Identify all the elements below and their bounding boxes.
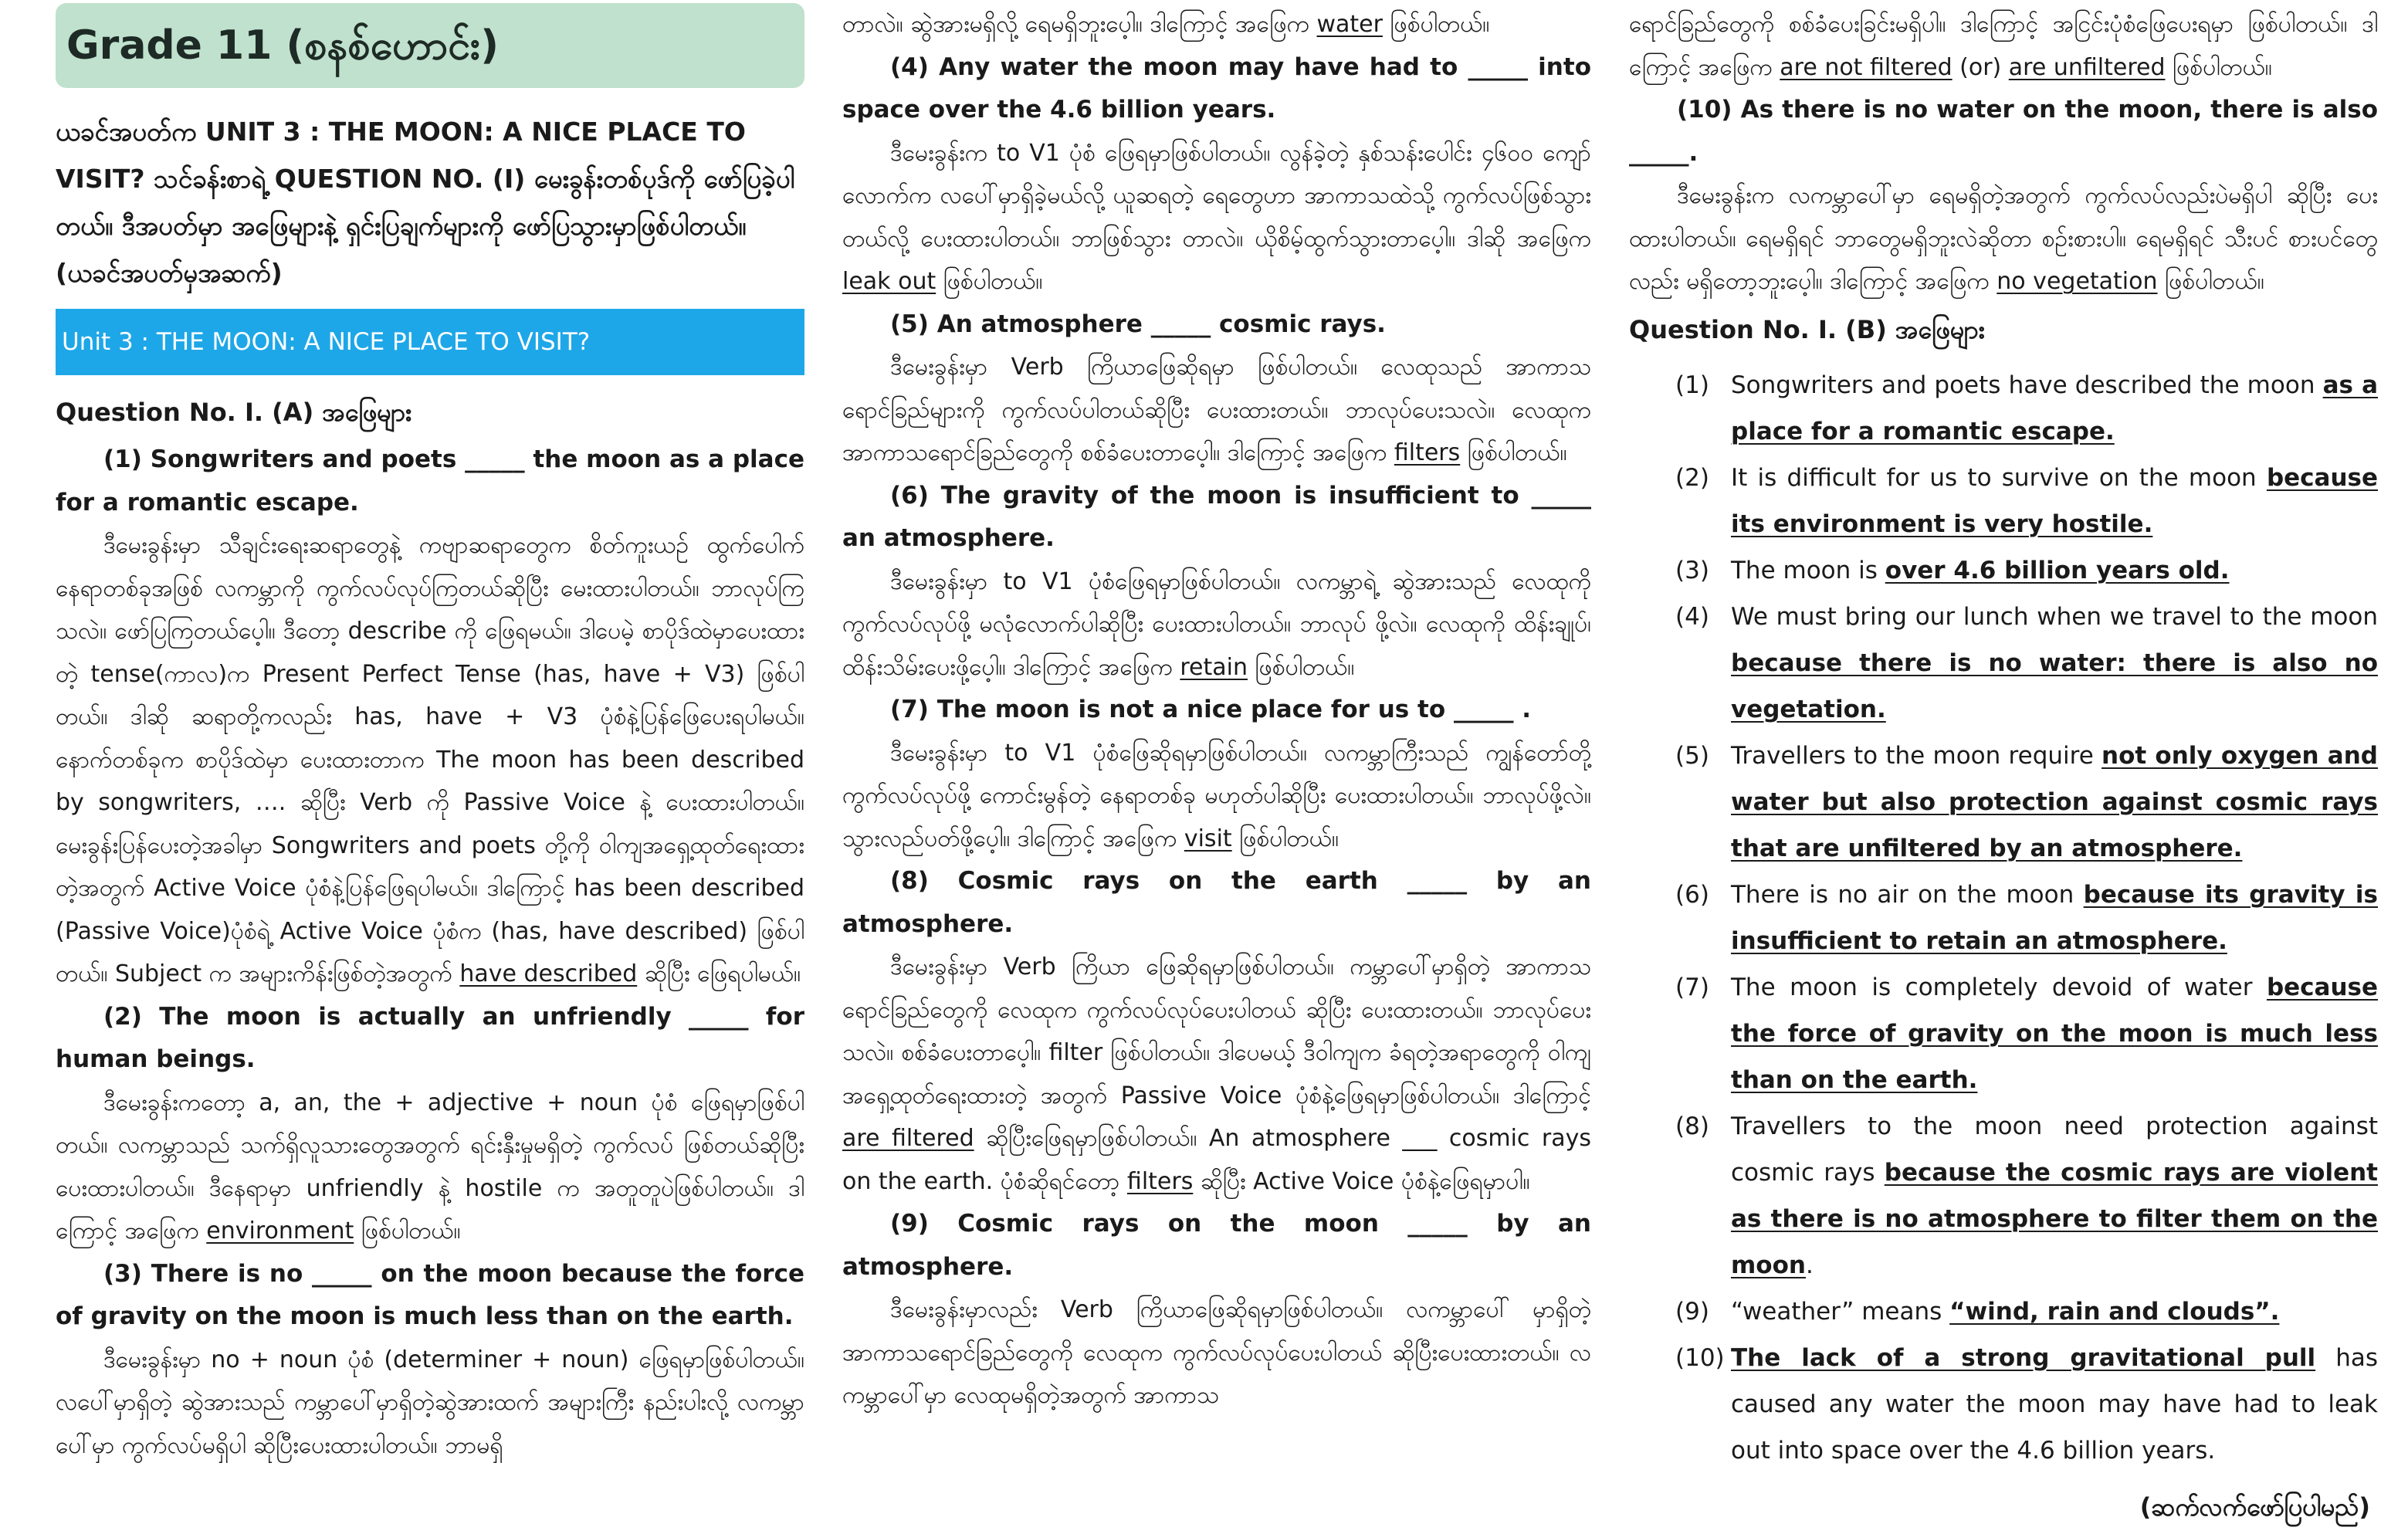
- section-b-item: [1629, 1335, 2378, 1474]
- explanation-8: [842, 946, 1591, 1203]
- answer-5: filters: [1394, 439, 1461, 466]
- section-b-item-text: [1731, 1335, 2378, 1474]
- question-10: (10) As there is no water on the moon, there is also _____.: [1629, 96, 2378, 167]
- section-b-item-number: (7): [1675, 973, 1709, 1001]
- explanation-9-cont-text: ရောင်ခြည်တွေကို စစ်ခံပေးခြင်းမရှိပါ။ ဒါကြောင့် အငြင်းပုံစံဖြေပေးရမှာ ဖြစ်ပါတယ်။ ဒါကြောင့် အဖြေက: [1629, 11, 2378, 81]
- explanation-3: ဒီမေးခွန်းမှာ no + noun ပုံစံ (determiner + noun) ဖြေရမှာဖြစ်ပါတယ်။ လပေါ်မှာရှိတဲ့ ဆွဲအားသည် ကမ္ဘာပေါ်မှာရှိတဲ့ဆွဲအားထက် အများကြီး နည်းပါးလို့ လကမ္ဘာပေါ်မှာ ကွက်လပ်မရှိပါ ဆိုပြီးပေးထားပါတယ်။ ဘာမရှိ: [56, 1346, 804, 1459]
- section-b-item-number: (10): [1675, 1343, 1725, 1372]
- answer-8: are filtered: [842, 1125, 974, 1152]
- section-b-item: [1629, 547, 2378, 594]
- section-b-item: [1629, 455, 2378, 547]
- section-b-item: [1629, 1103, 2378, 1288]
- column-3: [1629, 3, 2378, 1522]
- section-b-item-text: [1731, 362, 2378, 455]
- section-b-item-answer: because the cosmic rays are violent as there is no atmosphere to filter them on the moon: [1731, 1158, 2378, 1279]
- question-8: (8) Cosmic rays on the earth _____ by an atmosphere.: [842, 867, 1591, 938]
- section-b-item-answer: because its environment is very hostile.: [1731, 463, 2378, 538]
- section-b-item-lead: There is no air on the moon: [1731, 880, 2084, 909]
- section-a-title: Question No. I. (A) အဖြေများ: [56, 398, 411, 427]
- explanation-5: [842, 346, 1591, 475]
- explanation-4-text: ဒီမေးခွန်းက to V1 ပုံစံ ဖြေရမှာဖြစ်ပါတယ်။ လွန်ခဲ့တဲ့ နှစ်သန်းပေါင်း ၄၆၀၀ ကျော်လောက်က လပေါ်မှာရှိခဲ့မယ်လို့ ယူဆရတဲ့ ရေတွေဟာ အာကာသထဲသို့ ကွက်လပ်ဖြစ်သွားတယ်လို့ ပေးထားပါတယ်။ ဘာဖြစ်သွား တာလဲ။ ယိုစိမ့်ထွက်သွားတာပေ့ါ။ ဒါဆို အဖြေက: [842, 139, 1591, 252]
- explanation-1-end: ဆိုပြီး ဖြေရပါမယ်။: [637, 960, 801, 987]
- section-b-item: [1629, 872, 2378, 964]
- section-b-item-text: [1731, 455, 2378, 547]
- question-7: (7) The moon is not a nice place for us to _____ .: [890, 696, 1532, 723]
- section-b-item-lead: “weather” means: [1731, 1297, 1950, 1326]
- explanation-4: [842, 132, 1591, 303]
- explanation-3-end: ဖြစ်ပါတယ်။: [1382, 11, 1490, 38]
- section-b-item: [1629, 594, 2378, 733]
- answer-7: visit: [1184, 825, 1232, 852]
- continued-note: (ဆက်လက်ဖော်ပြပါမည်): [2139, 1492, 2370, 1522]
- section-b-item-lead: Travellers to the moon need protection against cosmic rays: [1731, 1112, 2378, 1187]
- explanation-1: [56, 524, 804, 996]
- section-b-item-lead: It is difficult for us to survive on the moon: [1731, 463, 2267, 492]
- section-b-item-text: [1731, 547, 2378, 594]
- explanation-5-text: ဒီမေးခွန်းမှာ Verb ကြိယာဖြေဆိုရမှာ ဖြစ်ပါတယ်။ လေထုသည် အာကာသရောင်ခြည်များကို ကွက်လပ်ပါတယ်ဆိုပြီး ပေးထားတယ်။ ဘာလုပ်ပေးသလဲ။ လေထုက အာကာသရောင်ခြည်တွေကို စစ်ခံပေးတာပေ့ါ။ ဒါကြောင့် အဖြေက: [842, 354, 1591, 466]
- answer-2: environment: [206, 1217, 354, 1244]
- section-b-item-text: [1731, 1288, 2378, 1335]
- explanation-9: ဒီမေးခွန်းမှာလည်း Verb ကြိယာဖြေဆိုရမှာဖြစ်ပါတယ်။ လကမ္ဘာပေါ် မှာရှိတဲ့ အာကာသရောင်ခြည်တွေကို လေထုက ကွက်လပ်လုပ်ပေးပါတယ် ဆိုပြီးပေးထားတယ်။ လကမ္ဘာပေါ်မှာ လေထုမရှိတဲ့အတွက် အာကာသ: [842, 1296, 1591, 1409]
- question-4: (4) Any water the moon may have had to _____ into space over the 4.6 billion years.: [842, 52, 1591, 124]
- explanation-10: [1629, 174, 2378, 303]
- section-b-answer-list: [1629, 362, 2378, 1474]
- explanation-2: [56, 1082, 804, 1253]
- section-b-item-number: (4): [1675, 602, 1709, 631]
- answer-10: no vegetation: [1997, 268, 2158, 295]
- explanation-5-end: ဖြစ်ပါတယ်။: [1460, 439, 1567, 466]
- explanation-9-continued: [1629, 3, 2378, 89]
- section-b-item-text: [1731, 1103, 2378, 1288]
- section-b-item: [1629, 733, 2378, 872]
- explanation-7-text: ဒီမေးခွန်းမှာ to V1 ပုံစံဖြေဆိုရမှာဖြစ်ပါတယ်။ လကမ္ဘာကြီးသည် ကျွန်တော်တို့ ကွက်လပ်လုပ်ဖို့ ကောင်းမွန်တဲ့ နေရာတစ်ခု မဟုတ်ပါဆိုပြီး ပေးထားပါတယ်။ ဘာလုပ်ဖို့လဲ။ သွားလည်ပတ်ဖို့ပေ့ါ။ ဒါကြောင့် အဖြေက: [842, 739, 1591, 852]
- section-b-item: [1629, 1288, 2378, 1335]
- explanation-8-text: ဒီမေးခွန်းမှာ Verb ကြိယာ ဖြေဆိုရမှာဖြစ်ပါတယ်။ ကမ္ဘာပေါ်မှာရှိတဲ့ အာကာသရောင်ခြည်တွေကို လေထုက ကွက်လပ်လုပ်ပေးပါတယ် ဆိုပြီး ပေးထားတယ်။ ဘာလုပ်ပေးသလဲ။ စစ်ခံပေးတာပေ့ါ။ filter ဖြစ်ပါတယ်။ ဒါပေမယ့် ဒီဝါကျက ခံရတဲ့အရာတွေကို ဝါကျအရှေ့ထုတ်ရေးထားတဲ့ အတွက် Passive Voice ပုံစံနဲ့ဖြေရမှာဖြစ်ပါတယ်။ ဒါကြောင့်: [842, 953, 1591, 1109]
- explanation-8-end: ဆိုပြီး Active Voice ပုံစံနဲ့ဖြေရမှာပါ။: [1193, 1167, 1530, 1195]
- question-6: (6) The gravity of the moon is insufficient to _____ an atmosphere.: [842, 481, 1591, 552]
- explanation-2-end: ဖြစ်ပါတယ်။: [354, 1217, 461, 1244]
- answer-6: retain: [1180, 653, 1248, 681]
- explanation-8-mid: ဆိုပြီးဖြေရမှာဖြစ်ပါတယ်။ An atmosphere ___ cosmic rays on the earth. ပုံစံဆိုရင်တော့: [842, 1125, 1591, 1195]
- answer-1: have described: [459, 960, 638, 987]
- explanation-6-end: ဖြစ်ပါတယ်။: [1248, 653, 1355, 681]
- intro-paragraph: ယခင်အပတ်က UNIT 3 : THE MOON: A NICE PLACE TO VISIT? သင်ခန်းစာရဲ့ QUESTION NO. (I) မေးခွန်းတစ်ပုဒ်ကို ဖော်ပြခဲ့ပါတယ်။ ဒီအပတ်မှာ အဖြေများနဲ့ ရှင်းပြချက်များကို ဖော်ပြသွားမှာဖြစ်ပါတယ်။ (ယခင်အပတ်မှအဆက်): [56, 117, 795, 288]
- section-b-item-number: (9): [1675, 1297, 1709, 1326]
- section-b-item-lead: Songwriters and poets have described the moon: [1731, 371, 2323, 399]
- answer-3: water: [1316, 11, 1383, 38]
- section-b-item-number: (3): [1675, 556, 1709, 584]
- section-b-item-lead: We must bring our lunch when we travel to the moon: [1731, 602, 2378, 631]
- section-b-item-tail: has caused any water the moon may have had to leak out into space over the 4.6 billion years.: [1731, 1343, 2378, 1465]
- question-5: (5) An atmosphere _____ cosmic rays.: [890, 310, 1386, 338]
- answer-9-or: (or): [1952, 53, 2009, 81]
- unit-title-bar: Unit 3 : THE MOON: A NICE PLACE TO VISIT?: [56, 309, 804, 375]
- section-b-item-lead: Travellers to the moon require: [1731, 741, 2102, 770]
- answer-9-alt: are unfiltered: [2008, 53, 2166, 81]
- question-3: (3) There is no _____ on the moon because the force of gravity on the moon is much less than on the earth.: [56, 1259, 804, 1330]
- section-b-item-tail: .: [1805, 1251, 1814, 1279]
- section-b-item-text: [1731, 872, 2378, 964]
- section-b-item-answer: over 4.6 billion years old.: [1885, 556, 2230, 584]
- section-b-item-answer: not only oxygen and water but also protection against cosmic rays that are unfiltered by an atmosphere.: [1731, 741, 2378, 862]
- section-b-item-answer: because its gravity is insufficient to retain an atmosphere.: [1731, 880, 2378, 955]
- section-b-item-text: [1731, 964, 2378, 1103]
- answer-4: leak out: [842, 268, 936, 295]
- explanation-7-end: ဖြစ်ပါတယ်။: [1231, 825, 1339, 852]
- question-9: (9) Cosmic rays on the moon _____ by an atmosphere.: [842, 1210, 1591, 1281]
- section-b-item-answer: as a place for a romantic escape.: [1731, 371, 2378, 445]
- explanation-4-end: ဖြစ်ပါတယ်။: [936, 268, 1043, 295]
- section-b-item-text: [1731, 733, 2378, 872]
- explanation-6-text: ဒီမေးခွန်းမှာ to V1 ပုံစံဖြေရမှာဖြစ်ပါတယ်။ လကမ္ဘာရဲ့ ဆွဲအားသည် လေထုကို ကွက်လပ်လုပ်ဖို့ မလုံလောက်ပါဆိုပြီး ပေးထားပါတယ်။ ဘာလုပ် ဖို့လဲ။ လေထုကို ထိန်းချုပ်၊ ထိန်းသိမ်းပေးဖို့ပေ့ါ။ ဒါကြောင့် အဖြေက: [842, 567, 1591, 681]
- section-b-item-number: (5): [1675, 741, 1709, 770]
- section-b-item-number: (8): [1675, 1112, 1709, 1140]
- section-b-item-answer: because the force of gravity on the moon is much less than on the earth.: [1731, 973, 2378, 1094]
- explanation-10-end: ဖြစ်ပါတယ်။: [2157, 268, 2264, 295]
- section-b-item: [1629, 362, 2378, 455]
- section-b-item-answer: The lack of a strong gravitational pull: [1731, 1343, 2316, 1372]
- explanation-1-text: ဒီမေးခွန်းမှာ သီချင်းရေးဆရာတွေနဲ့ ကဗျာဆရာတွေက စိတ်ကူးယဉ် ထွက်ပေါက်နေရာတစ်ခုအဖြစ် လကမ္ဘာကို ကွက်လပ်လုပ်ကြတယ်ဆိုပြီး မေးထားပါတယ်။ ဘာလုပ်ကြသလဲ။ ဖော်ပြကြတယ်ပေ့ါ။ ဒီတော့ describe ကို ဖြေရမယ်။ ဒါပေမဲ့ စာပိုဒ်ထဲမှာပေးထားတဲ့ tense(ကာလ)က Present Perfect Tense (has, have + V3) ဖြစ်ပါတယ်။ ဒါဆို ဆရာတို့ကလည်း has, have + V3 ပုံစံနဲ့ပြန်ဖြေပေးရပါမယ်။ နောက်တစ်ခုက စာပိုဒ်ထဲမှာ ပေးထားတာက The moon has been described by songwriters, …. ဆိုပြီး Verb ကို Passive Voice နဲ့ ပေးထားပါတယ်။ မေးခွန်းပြန်ပေးတဲ့အခါမှာ Songwriters and poets တို့ကို ဝါကျအရှေ့ထုတ်ရေးထားတဲ့အတွက် Active Voice ပုံစံနဲ့ပြန်ဖြေရပါမယ်။ ဒါကြောင့် has been described (Passive Voice)ပုံစံရဲ့ Active Voice ပုံစံက (has, have described) ဖြစ်ပါ တယ်။ Subject က အများကိန်းဖြစ်တဲ့အတွက်: [56, 532, 804, 987]
- explanation-3-continued: [842, 3, 1591, 46]
- explanation-9-end: ဖြစ်ပါတယ်။: [2165, 53, 2272, 81]
- section-b-item-number: (6): [1675, 880, 1709, 909]
- column-1: [56, 3, 804, 1486]
- question-2: (2) The moon is actually an unfriendly _____ for human beings.: [56, 1002, 804, 1073]
- section-b-item-number: (1): [1675, 371, 1709, 399]
- answer-8-alt: filters: [1126, 1167, 1194, 1195]
- section-b-item: [1629, 964, 2378, 1103]
- section-b-title: Question No. I. (B) အဖြေများ: [1629, 314, 1985, 344]
- section-b-item-number: (2): [1675, 463, 1709, 492]
- explanation-6: [842, 560, 1591, 689]
- grade-title-banner: Grade 11 (စနစ်ဟောင်း): [56, 3, 804, 88]
- explanation-2-text: ဒီမေးခွန်းကတော့ a, an, the + adjective + noun ပုံစံ ဖြေရမှာဖြစ်ပါ တယ်။ လကမ္ဘာသည် သက်ရှိလူသားတွေအတွက် ရင်းနှီးမှုမရှိတဲ့ ကွက်လပ် ဖြစ်တယ်ဆိုပြီး ပေးထားပါတယ်။ ဒီနေရာမှာ unfriendly နဲ့ hostile က အတူတူပဲဖြစ်ပါတယ်။ ဒါကြောင့် အဖြေက: [56, 1089, 804, 1244]
- section-b-item-answer: because there is no water: there is also no vegetation.: [1731, 648, 2378, 723]
- section-b-item-answer: “wind, rain and clouds”.: [1949, 1297, 2280, 1326]
- column-2: [842, 3, 1591, 1486]
- answer-9: are not filtered: [1780, 53, 1952, 81]
- question-1: (1) Songwriters and poets _____ the moon as a place for a romantic escape.: [56, 445, 804, 516]
- section-b-item-text: [1731, 594, 2378, 733]
- explanation-7: [842, 732, 1591, 861]
- section-b-item-lead: The moon is: [1731, 556, 1885, 584]
- section-b-item-lead: The moon is completely devoid of water: [1731, 973, 2267, 1001]
- explanation-10-text: ဒီမေးခွန်းက လကမ္ဘာပေါ်မှာ ရေမရှိတဲ့အတွက် ကွက်လပ်လည်းပဲမရှိပါ ဆိုပြီး ပေးထားပါတယ်။ ရေမရှိရင် ဘာတွေမရှိဘူးလဲဆိုတာ စဉ်းစားပါ။ ရေမရှိရင် သီးပင် စားပင်တွေလည်း မရှိတော့ဘူးပေ့ါ။ ဒါကြောင့် အဖြေက: [1629, 182, 2378, 295]
- explanation-3-cont-text: တာလဲ။ ဆွဲအားမရှိလို့ ရေမရှိဘူးပေ့ါ။ ဒါကြောင့် အဖြေက: [842, 11, 1317, 38]
